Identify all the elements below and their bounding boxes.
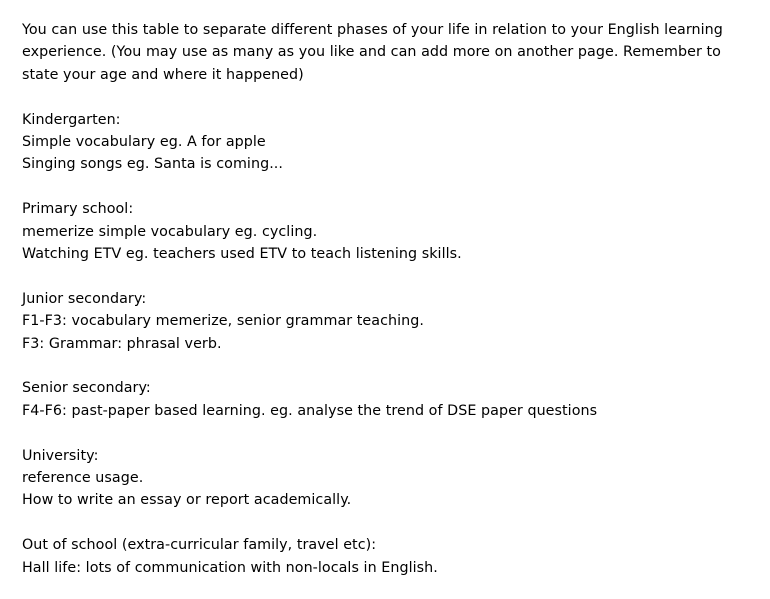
section-line: reference usage.: [22, 470, 144, 487]
section-out-of-school: [22, 534, 762, 579]
section-line: Simple vocabulary eg. A for apple: [22, 134, 266, 151]
section-university: [22, 445, 762, 512]
section-heading: Junior secondary:: [22, 290, 147, 307]
section-line: F4-F6: past-paper based learning. eg. analyse the trend of DSE paper questions: [22, 402, 598, 419]
intro-paragraph: [22, 19, 762, 86]
section-line: Watching ETV eg. teachers used ETV to teach listening skills.: [22, 246, 462, 263]
intro-line: You can use this table to separate different phases of your life in relation to your English learning: [22, 22, 723, 38]
section-junior-secondary: [22, 288, 762, 355]
section-line: Hall life: lots of communication with non-locals in English.: [22, 559, 438, 576]
intro-line: state your age and where it happened): [22, 66, 304, 83]
section-heading: University:: [22, 447, 99, 464]
section-heading: Senior secondary:: [22, 380, 151, 397]
section-line: F3: Grammar: phrasal verb.: [22, 335, 222, 352]
section-line: memerize simple vocabulary eg. cycling.: [22, 223, 318, 240]
section-line: How to write an essay or report academically.: [22, 492, 352, 509]
section-line: F1-F3: vocabulary memerize, senior grammar teaching.: [22, 313, 424, 330]
section-line: Singing songs eg. Santa is coming...: [22, 156, 283, 173]
section-kindergarten: [22, 109, 762, 176]
document-body: [22, 19, 762, 579]
section-heading: Kindergarten:: [22, 111, 121, 128]
intro-line: experience. (You may use as many as you like and can add more on another page. Remember to: [22, 44, 721, 61]
section-senior-secondary: [22, 377, 762, 422]
section-primary-school: [22, 198, 762, 265]
section-heading: Primary school:: [22, 201, 134, 218]
section-heading: Out of school (extra-curricular family, travel etc):: [22, 537, 377, 554]
